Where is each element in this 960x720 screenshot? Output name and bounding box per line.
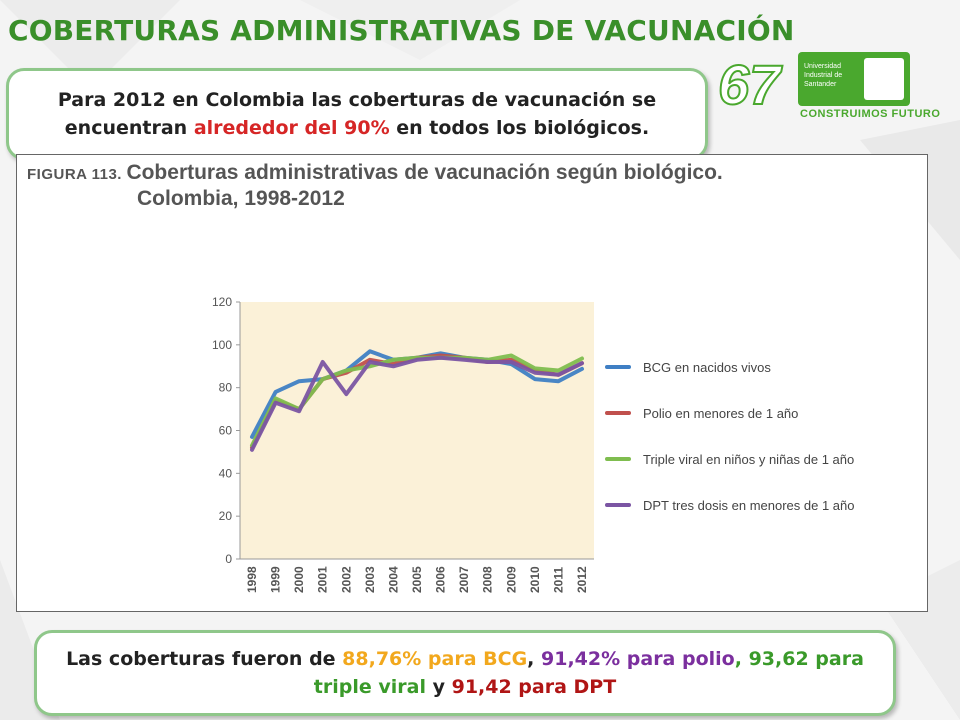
- x-tick-label: 2005: [410, 566, 424, 593]
- bottom-callout-intro: Las coberturas fueron de: [66, 648, 343, 670]
- bottom-callout-polio: 91,42% para polio: [541, 648, 735, 670]
- x-tick-label: 1998: [245, 566, 259, 593]
- x-tick-label: 1999: [268, 566, 283, 593]
- x-tick-label: 2002: [339, 566, 354, 593]
- coverage-line-chart: [17, 155, 925, 611]
- bottom-callout-bcg: 88,76% para BCG: [342, 648, 528, 670]
- x-tick-label: 2003: [362, 566, 377, 593]
- anniversary-67-logo: [712, 46, 792, 116]
- y-tick-label: 80: [218, 380, 232, 395]
- y-tick-label: 20: [218, 509, 232, 524]
- y-tick-label: 40: [218, 466, 232, 481]
- top-callout: [6, 68, 708, 160]
- slide-title: COBERTURAS ADMINISTRATIVAS DE VACUNACIÓN: [8, 14, 795, 47]
- top-callout-highlight: alrededor del 90%: [193, 117, 390, 139]
- svg-text:67: 67: [718, 53, 781, 116]
- uis-mark-icon: [864, 58, 904, 100]
- y-tick-label: 120: [211, 295, 232, 309]
- figure-label: FIGURA 113.: [27, 166, 122, 183]
- university-logo: [712, 46, 952, 130]
- bottom-callout-sep1: ,: [527, 648, 542, 670]
- bottom-callout-triple: 93,62 para triple viral: [313, 648, 864, 698]
- university-name: Universidad Industrial de Santander: [804, 63, 843, 88]
- bottom-callout-text: [65, 645, 865, 701]
- top-callout-part2: en todos los biológicos.: [389, 117, 650, 139]
- top-callout-text: [22, 86, 692, 142]
- figure-title-line2: Colombia, 1998-2012: [137, 187, 345, 210]
- x-tick-label: 2008: [480, 566, 495, 593]
- top-callout-part1: Para 2012 en Colombia las coberturas de vacunación se encuentran: [57, 89, 657, 139]
- figure-title-line1: Coberturas administrativas de vacunación según biológico.: [126, 161, 723, 184]
- y-tick-label: 0: [225, 552, 232, 566]
- legend-label: Triple viral en niños y niñas de 1 año: [643, 452, 855, 467]
- legend-label: BCG en nacidos vivos: [643, 360, 771, 375]
- bottom-callout-sep3: y: [425, 676, 452, 698]
- bottom-callout: [34, 630, 896, 716]
- x-tick-label: 2001: [315, 566, 330, 593]
- x-tick-label: 2000: [292, 566, 307, 593]
- bottom-callout-sep2: ,: [734, 648, 742, 670]
- logo-tagline: CONSTRUIMOS FUTURO: [800, 108, 941, 120]
- x-tick-label: 2007: [457, 566, 472, 593]
- legend-label: Polio en menores de 1 año: [643, 406, 799, 421]
- uis-shield: [798, 52, 910, 106]
- x-tick-label: 2012: [575, 566, 589, 593]
- legend-label: DPT tres dosis en menores de 1 año: [643, 498, 855, 513]
- x-tick-label: 2011: [551, 566, 566, 593]
- figure-panel: [16, 154, 928, 612]
- y-tick-label: 100: [211, 337, 232, 352]
- x-tick-label: 2004: [386, 566, 401, 593]
- x-tick-label: 2006: [433, 566, 448, 593]
- bottom-callout-dpt: 91,42 para DPT: [451, 676, 617, 698]
- x-tick-label: 2009: [504, 566, 519, 593]
- x-tick-label: 2010: [527, 566, 542, 593]
- y-tick-label: 60: [218, 423, 232, 438]
- plot-background: [240, 302, 594, 559]
